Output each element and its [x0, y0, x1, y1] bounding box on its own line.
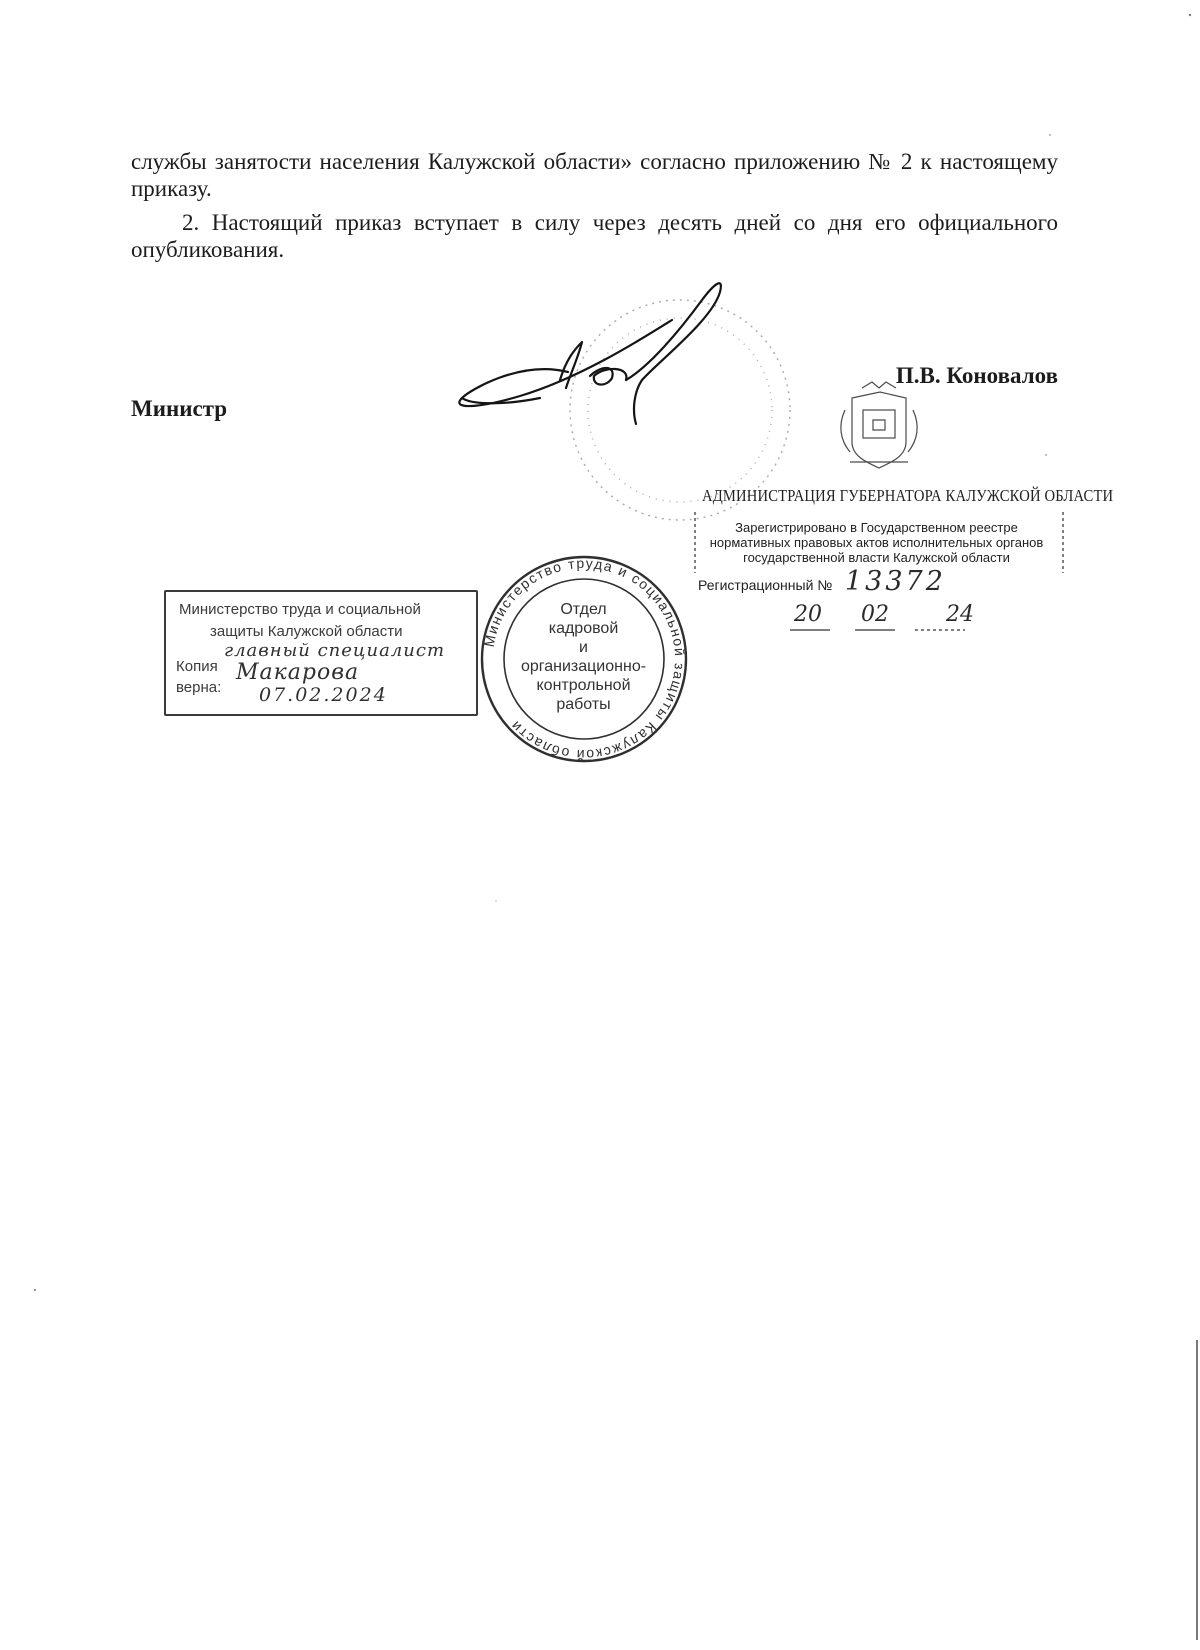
- paragraph-continuation: службы занятости населения Калужской области» согласно приложению № 2 к настоящему приказу.: [131, 149, 1058, 201]
- registration-number-value: 13372: [845, 566, 946, 597]
- copy-stamp-handwritten-date: 07.02.2024: [259, 684, 388, 706]
- department-stamp-line: Отдел: [560, 601, 607, 618]
- scan-noise: [34, 14, 1198, 1640]
- copy-certification-stamp: [164, 590, 478, 716]
- copy-stamp-label-copy: Копия: [176, 658, 218, 675]
- department-stamp-line: работы: [556, 696, 611, 713]
- copy-stamp-org-line-1: Министерство труда и социальной: [179, 601, 421, 618]
- copy-stamp-label-verified: верна:: [176, 679, 222, 696]
- copy-stamp-handwritten-position: главный специалист: [224, 640, 446, 661]
- registration-date-day: 20: [794, 602, 822, 627]
- department-stamp-line: и: [579, 639, 588, 656]
- minister-signature: [459, 283, 721, 424]
- copy-stamp-handwritten-name: Макарова: [236, 660, 360, 685]
- registration-date-year: 24: [946, 602, 974, 627]
- department-stamp-ring-text: Министерство труда и социальной защиты Калужской области: [480, 554, 689, 764]
- department-stamp-line: организационно-: [520, 658, 647, 675]
- department-stamp-line: контрольной: [536, 677, 631, 694]
- registration-note: Зарегистрировано в Государственном реестре нормативных правовых актов исполнительных органов государственной власти Калужской области: [709, 520, 1044, 565]
- copy-stamp-org-line-2: защиты Калужской области: [210, 623, 403, 640]
- registration-number-label: Регистрационный №: [698, 577, 833, 593]
- coat-of-arms-icon: [841, 382, 917, 468]
- paragraph-effective-date: 2. Настоящий приказ вступает в силу через десять дней со дня его официального опубликования.: [131, 210, 1058, 262]
- registration-admin-header: АДМИНИСТРАЦИЯ ГУБЕРНАТОРА КАЛУЖСКОЙ ОБЛАСТИ: [702, 486, 1114, 505]
- signer-role: Министр: [131, 396, 228, 421]
- department-stamp-center-text: [516, 600, 651, 714]
- department-stamp-line: кадровой: [548, 620, 619, 637]
- signer-name: П.В. Коновалов: [895, 363, 1058, 388]
- registration-date-month: 02: [861, 602, 889, 627]
